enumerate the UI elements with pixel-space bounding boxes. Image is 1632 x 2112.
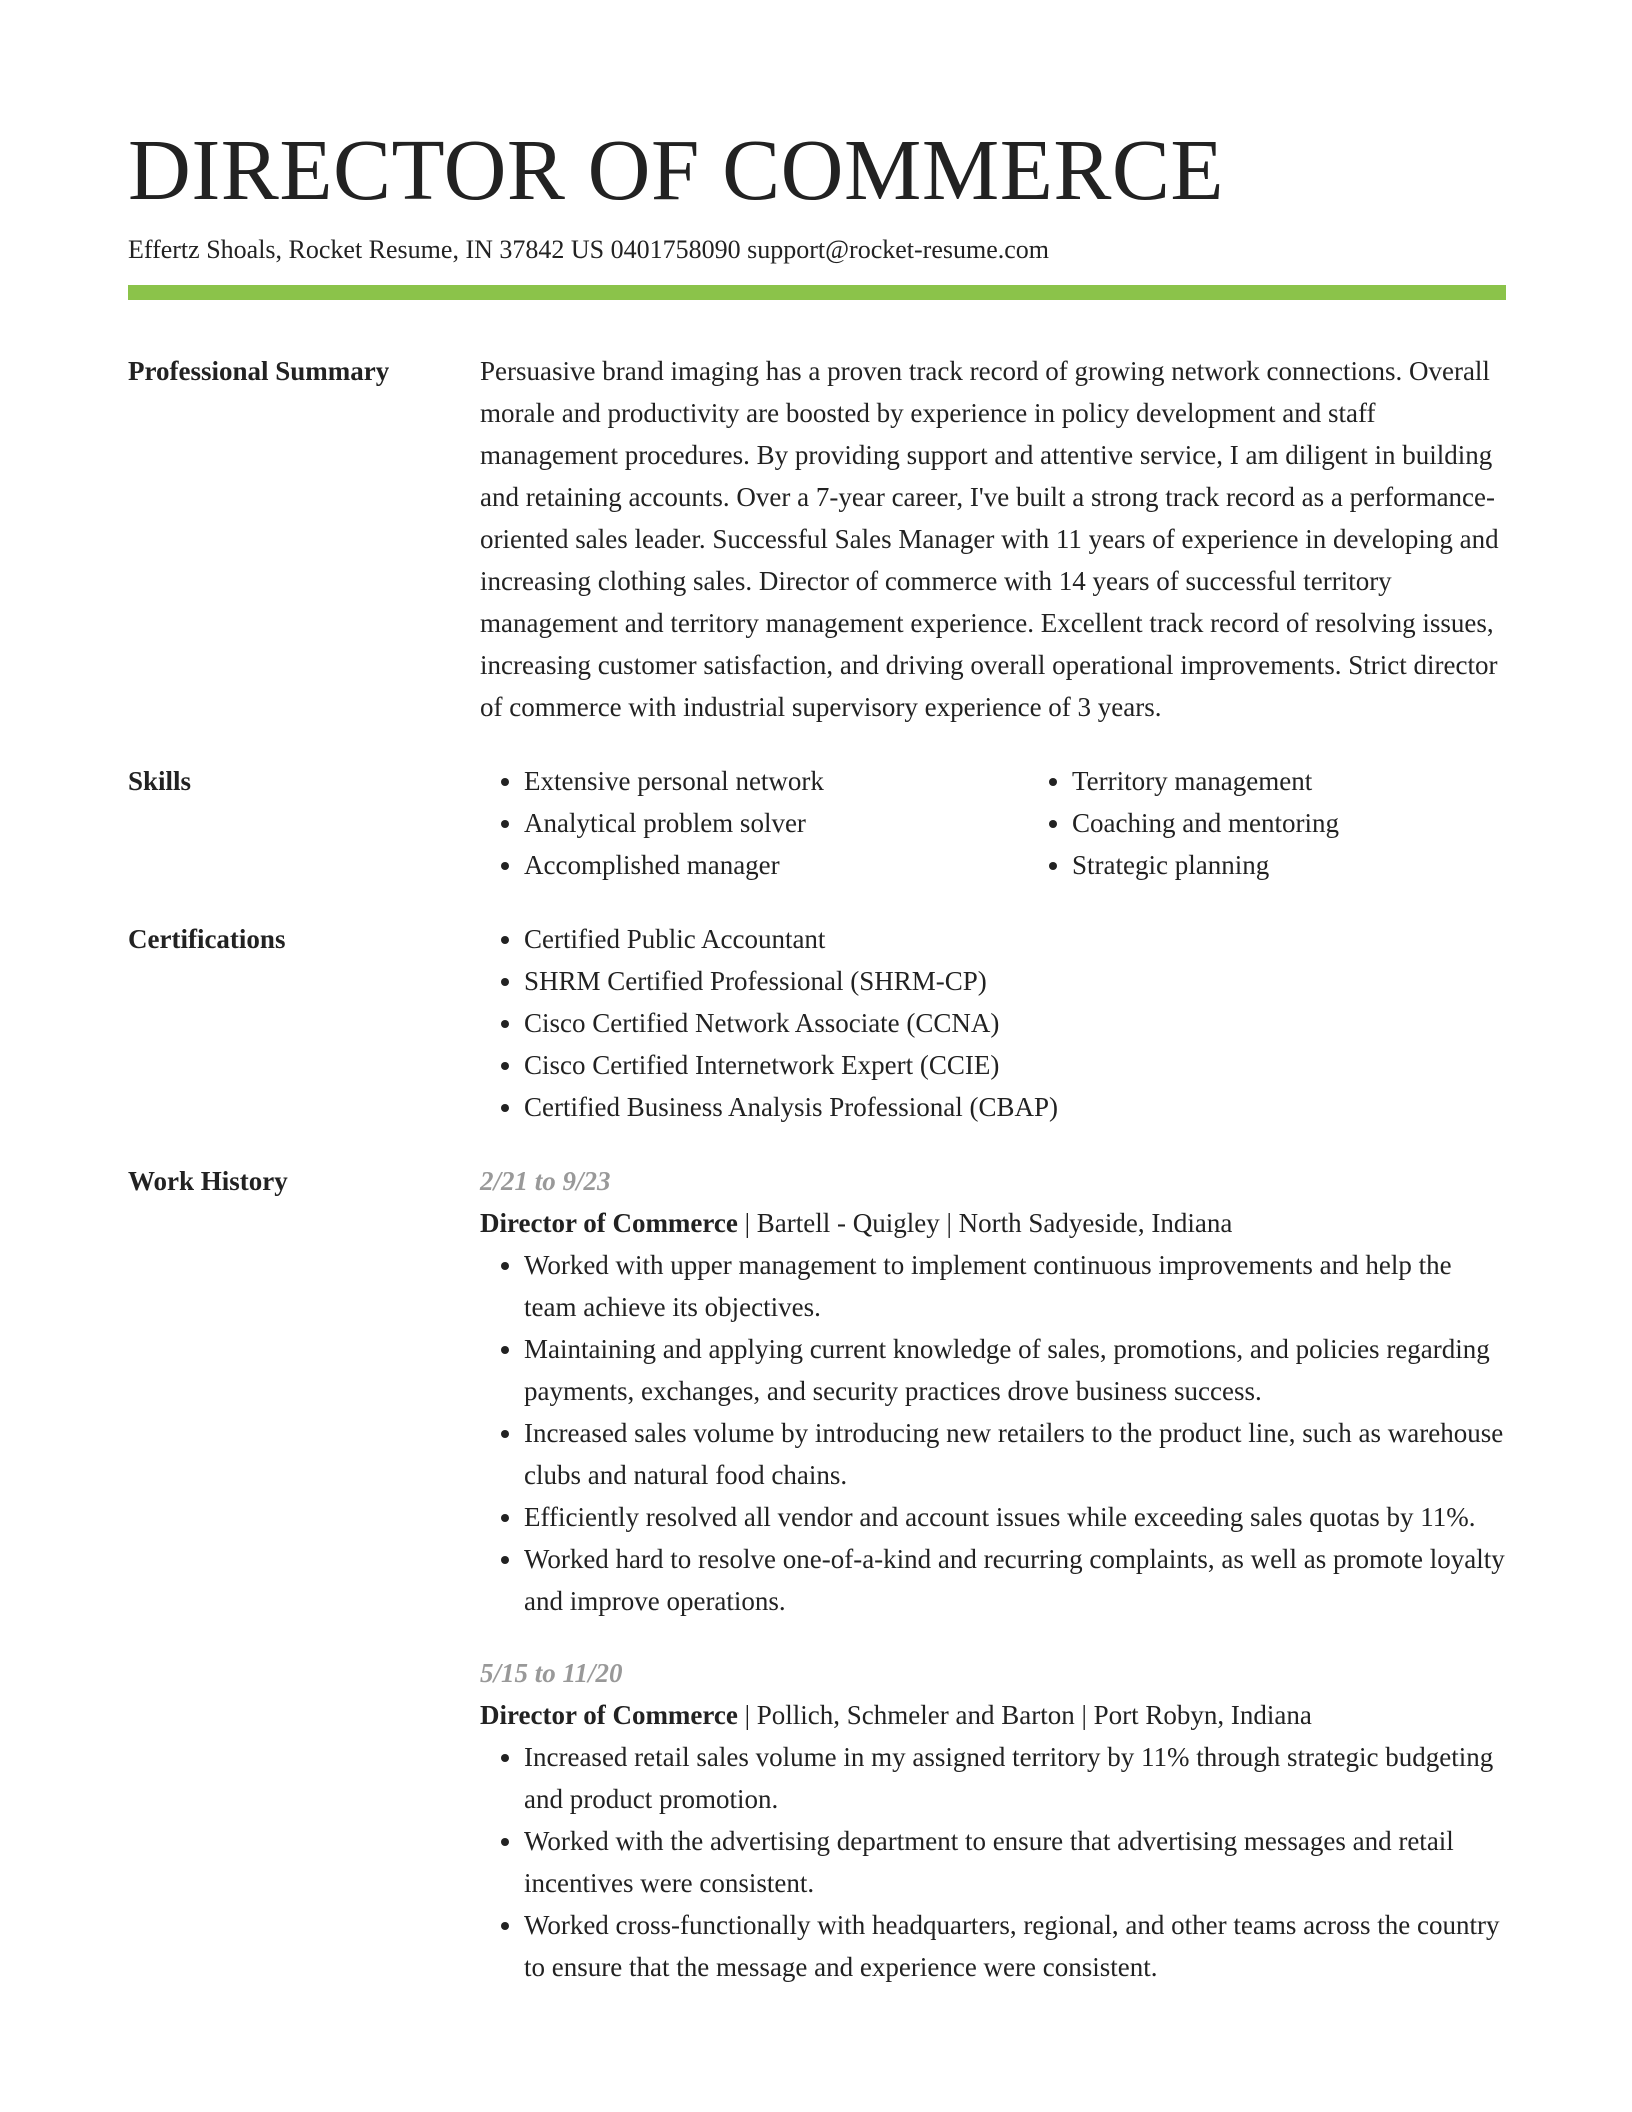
summary-body [480, 350, 1506, 728]
work-history-body [480, 1160, 1506, 1988]
resume-page [128, 120, 1506, 1988]
skills-grid [480, 760, 1576, 886]
job-title: Director of Commerce [480, 1208, 738, 1238]
job-entry [480, 1652, 1506, 1988]
certification-item: • Certified Business Analysis Professional (CBAP) [524, 1086, 1506, 1128]
skill-item: • Strategic planning [1072, 844, 1576, 886]
skill-item: • Extensive personal network [524, 760, 1028, 802]
section-label-summary: Professional Summary [128, 356, 390, 386]
job-details: | Pollich, Schmeler and Barton | Port Robyn, Indiana [737, 1700, 1312, 1730]
job-heading [480, 1694, 1506, 1736]
professional-summary-section [128, 350, 1506, 728]
job-bullet: • Worked with upper management to implement continuous improvements and help the team achieve its objectives. [524, 1244, 1506, 1328]
skill-item: • Accomplished manager [524, 844, 1028, 886]
job-bullet: • Maintaining and applying current knowledge of sales, promotions, and policies regarding payments, exchanges, and security practices drove business success. [524, 1328, 1506, 1412]
job-dates: 5/15 to 11/20 [480, 1658, 623, 1688]
job-bullet: • Increased sales volume by introducing new retailers to the product line, such as warehouse clubs and natural food chains. [524, 1412, 1506, 1496]
job-bullets [480, 1736, 1506, 1988]
accent-divider [128, 285, 1506, 300]
job-bullet: • Worked with the advertising department to ensure that advertising messages and retail incentives were consistent. [524, 1820, 1506, 1904]
job-bullet: • Worked hard to resolve one-of-a-kind and recurring complaints, as well as promote loyalty and improve operations. [524, 1538, 1506, 1622]
summary-text: Persuasive brand imaging has a proven track record of growing network connections. Overall morale and productivity are boosted by experience in policy development and staff management procedures. By providing support and attentive service, I am diligent in building and retaining accounts. Over a 7-year career, I've built a strong track record as a performance-oriented sales leader. Successful Sales Manager with 11 years of experience in developing and increasing clothing sales. Director of commerce with 14 years of successful territory management and territory management experience. Excellent track record of resolving issues, increasing customer satisfaction, and driving overall operational improvements. Strict director of commerce with industrial supervisory experience of 3 years. [480, 356, 1499, 722]
job-entry [480, 1160, 1506, 1622]
job-bullet: • Increased retail sales volume in my assigned territory by 11% through strategic budgeting and product promotion. [524, 1736, 1506, 1820]
section-label-skills: Skills [128, 766, 192, 796]
certification-item: • SHRM Certified Professional (SHRM-CP) [524, 960, 1506, 1002]
resume-name: DIRECTOR OF COMMERCE [128, 121, 1225, 218]
certification-item: • Cisco Certified Internetwork Expert (CCIE) [524, 1044, 1506, 1086]
job-bullets [480, 1244, 1506, 1622]
skill-item: • Coaching and mentoring [1072, 802, 1576, 844]
skills-column-left [480, 760, 1028, 886]
section-label-work-history: Work History [128, 1166, 288, 1196]
skills-column-right [1028, 760, 1576, 886]
job-bullet: • Worked cross-functionally with headquarters, regional, and other teams across the country to ensure that the message and experience were consistent. [524, 1904, 1506, 1988]
skills-section [128, 760, 1506, 886]
job-bullet: • Efficiently resolved all vendor and account issues while exceeding sales quotas by 11%. [524, 1496, 1506, 1538]
contact-line: Effertz Shoals, Rocket Resume, IN 37842 US 0401758090 support@rocket-resume.com [128, 235, 1050, 264]
skill-item: • Territory management [1072, 760, 1576, 802]
job-title: Director of Commerce [480, 1700, 738, 1730]
certification-item: • Cisco Certified Network Associate (CCNA) [524, 1002, 1506, 1044]
job-details: | Bartell - Quigley | North Sadyeside, Indiana [737, 1208, 1233, 1238]
job-heading [480, 1202, 1506, 1244]
certification-item: • Certified Public Accountant [524, 918, 1506, 960]
skill-item: • Analytical problem solver [524, 802, 1028, 844]
job-dates: 2/21 to 9/23 [480, 1166, 611, 1196]
section-label-certifications: Certifications [128, 924, 286, 954]
certifications-body [480, 918, 1506, 1128]
work-history-section [128, 1160, 1506, 1988]
certifications-section [128, 918, 1506, 1128]
certifications-list [480, 918, 1506, 1128]
